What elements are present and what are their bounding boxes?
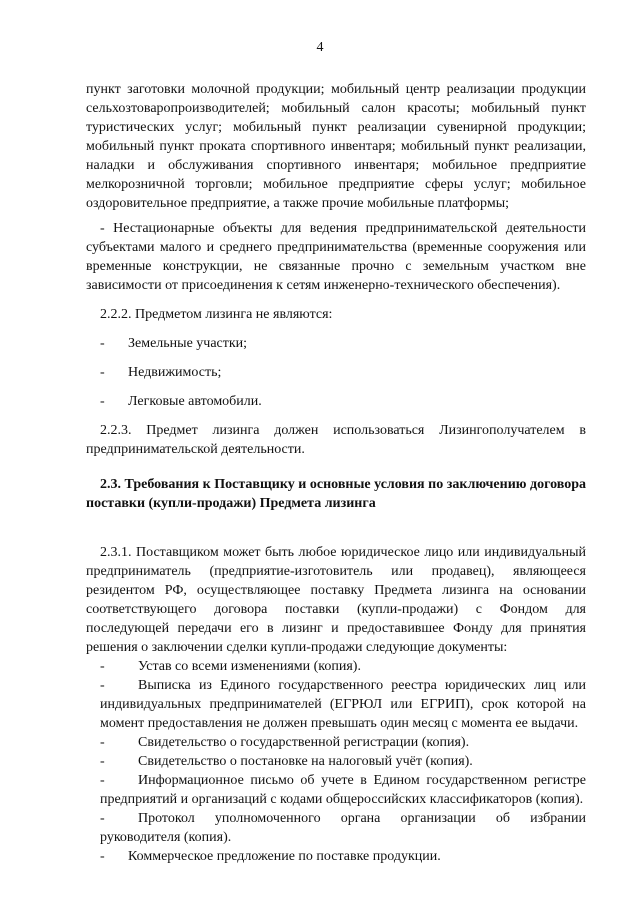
list-item: [86, 771, 586, 809]
list-dash: -: [100, 735, 105, 750]
list-item: [86, 733, 586, 752]
list-item-text: Устав со всеми изменениями (копия).: [138, 659, 361, 674]
section-2-3-1: 2.3.1. Поставщиком может быть любое юридическое лицо или индивидуальный предприниматель (предприятие-изготовитель или продавец), являющееся резидентом РФ, осуществляющее поставку Предмета лизинга на основании соответствующего договора поставки (купли-продажи) с Фондом для последующей передачи его в лизинг и предоставившее Фонду для принятия решения о заключении сделки купли-продажи следующие документы:: [86, 545, 586, 655]
list-item: [86, 847, 586, 866]
list-item: [86, 676, 586, 733]
list-item: [86, 809, 586, 847]
document-body: [86, 80, 586, 866]
list-item-text: Недвижимость;: [128, 365, 222, 380]
section-2-3-heading: 2.3. Требования к Поставщику и основные условия по заключению договора поставки (купли-продажи) Предмета лизинга: [86, 477, 586, 511]
section-2-2-3: 2.2.3. Предмет лизинга должен использоваться Лизингополучателем в предпринимательской деятельности.: [86, 423, 586, 457]
list-item: [86, 657, 586, 676]
paragraph-mobile-objects: пункт заготовки молочной продукции; мобильный центр реализации продукции сельхозтоваропроизводителей; мобильный салон красоты; мобильный пункт туристических услуг; мобильный пункт реализации сувенирной продукции; мобильный пункт проката спортивного инвентаря; мобильный пункт реализации, наладки и обслуживания спортивного инвентаря; мобильное предприятие мелкорозничной торговли; мобильное предприятие сферы услуг; мобильное оздоровительное предприятие, а также прочие мобильные платформы;: [86, 82, 586, 211]
list-dash: -: [100, 773, 105, 788]
list-item: [86, 334, 586, 353]
list-dash: -: [100, 811, 105, 826]
list-dash: -: [100, 754, 105, 769]
list-item: [86, 392, 586, 411]
list-item-text: Коммерческое предложение по поставке продукции.: [128, 849, 441, 864]
list-item: [86, 363, 586, 382]
page-number: 4: [316, 40, 324, 55]
list-dash: -: [100, 394, 105, 409]
list-dash: -: [100, 336, 105, 351]
list-item-text: Выписка из Единого государственного реестра юридических лиц или индивидуальных предпринимателей (ЕГРЮЛ или ЕГРИП), срок которой на момент предоставления не должен превышать один месяц с момента ее выдачи.: [100, 678, 586, 731]
list-dash: -: [100, 365, 105, 380]
list-item-text: Легковые автомобили.: [128, 394, 262, 409]
list-item-text: Протокол уполномоченного органа организации об избрании руководителя (копия).: [100, 811, 586, 845]
list-dash: -: [100, 849, 105, 864]
list-item-text: Свидетельство о государственной регистрации (копия).: [138, 735, 470, 750]
list-item-text: Свидетельство о постановке на налоговый учёт (копия).: [138, 754, 473, 769]
list-item-text: Земельные участки;: [128, 336, 248, 351]
list-item: [86, 752, 586, 771]
section-2-2-2-title: 2.2.2. Предметом лизинга не являются:: [100, 307, 333, 322]
list-item-text: Информационное письмо об учете в Едином государственном регистре предприятий и организаций с кодами общероссийских классификаторов (копия).: [100, 773, 586, 807]
paragraph-nonstationary-objects: - Нестационарные объекты для ведения предпринимательской деятельности субъектами малого и среднего предпринимательства (временные сооружения или временные конструкции, не связанные прочно с земельным участком вне зависимости от присоединения к сетям инженерно-технического обеспечения).: [86, 221, 586, 293]
list-dash: -: [100, 659, 105, 674]
list-dash: -: [100, 678, 105, 693]
